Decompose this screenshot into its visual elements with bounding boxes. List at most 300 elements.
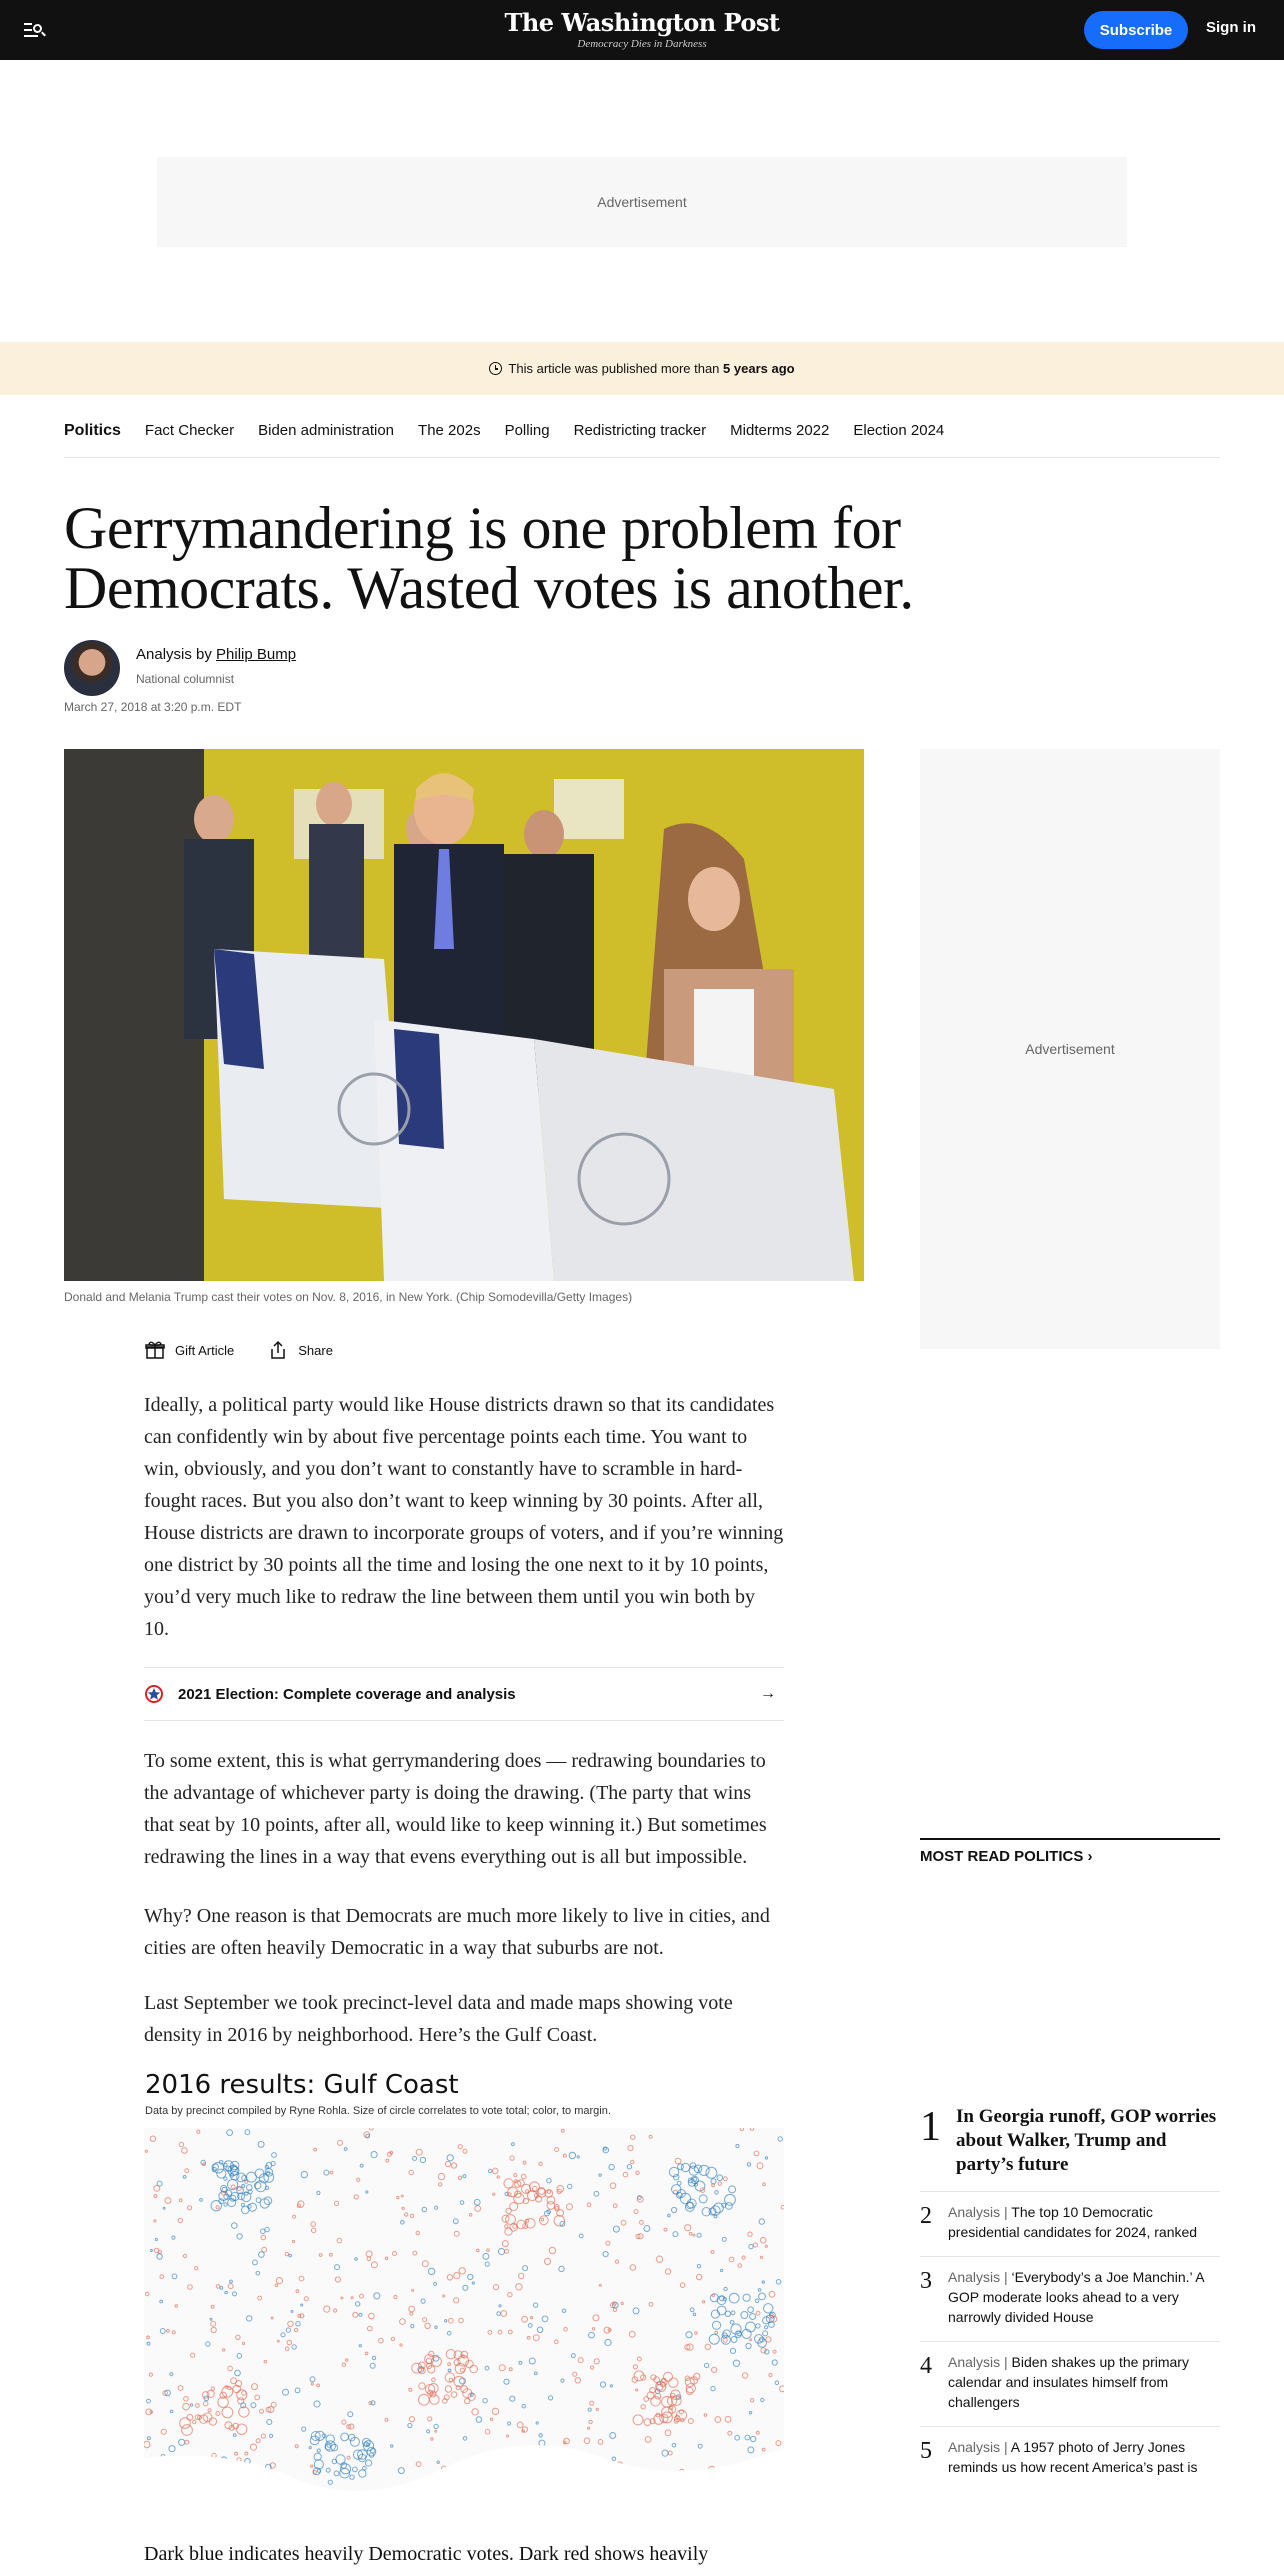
- precinct-dot: [365, 2352, 368, 2355]
- precinct-dot: [216, 2412, 220, 2416]
- precinct-dot: [575, 2378, 580, 2383]
- precinct-dot: [283, 2389, 289, 2395]
- nav-item-midterms-2022[interactable]: Midterms 2022: [730, 422, 830, 439]
- precinct-dot: [344, 2148, 347, 2151]
- precinct-dot: [672, 2185, 681, 2194]
- precinct-dot: [231, 2185, 235, 2189]
- subscribe-button[interactable]: Subscribe: [1084, 11, 1188, 49]
- precinct-dot: [410, 2214, 414, 2218]
- precinct-dot: [400, 2319, 406, 2325]
- precinct-dot: [447, 2275, 452, 2280]
- precinct-dot: [277, 2340, 279, 2342]
- precinct-dot: [264, 2197, 272, 2205]
- precinct-dot: [521, 2174, 526, 2179]
- precinct-dot: [609, 2164, 614, 2169]
- precinct-dot: [154, 2248, 158, 2252]
- precinct-dot: [422, 2261, 428, 2267]
- precinct-dot: [662, 2397, 673, 2408]
- precinct-dot: [144, 2441, 150, 2447]
- precinct-dot: [754, 2151, 759, 2156]
- precinct-dot: [345, 2359, 348, 2362]
- precinct-dot: [706, 2167, 717, 2178]
- precinct-dot: [577, 2156, 579, 2158]
- coverage-link[interactable]: [144, 1667, 784, 1721]
- publish-date: March 27, 2018 at 3:20 p.m. EDT: [64, 700, 242, 714]
- most-read-item-3[interactable]: 3 Analysis | ‘Everybody’s a Joe Manchin.’ A GOP moderate looks ahead to a very narrowly divided House: [920, 2257, 1220, 2342]
- precinct-dot: [547, 2202, 555, 2210]
- precinct-dot: [746, 2322, 756, 2332]
- precinct-dot: [492, 2168, 498, 2174]
- precinct-dot: [488, 2331, 492, 2335]
- precinct-dot: [748, 2447, 754, 2453]
- precinct-dot: [669, 2378, 678, 2387]
- precinct-dot: [718, 2182, 722, 2186]
- precinct-dot: [560, 2222, 565, 2227]
- precinct-dot: [232, 2223, 238, 2229]
- precinct-dot: [776, 2441, 781, 2446]
- precinct-dot: [568, 2184, 572, 2188]
- precinct-dot: [236, 2335, 240, 2339]
- precinct-dot: [211, 2321, 216, 2326]
- precinct-dot: [309, 2447, 311, 2449]
- precinct-dot: [746, 2343, 751, 2348]
- article-age-banner: This article was published more than 5 years ago: [0, 342, 1284, 395]
- precinct-dot: [311, 2465, 313, 2467]
- article-paragraph-3: Why? One reason is that Democrats are much more likely to live in cities, and cities are often heavily Democratic in a way that suburbs are not.: [144, 1905, 770, 1959]
- precinct-dot: [528, 2324, 532, 2328]
- precinct-dot: [451, 2392, 457, 2398]
- gift-article-button[interactable]: [145, 1340, 234, 1360]
- precinct-dot: [672, 2443, 676, 2447]
- precinct-dot: [237, 2234, 242, 2239]
- precinct-dot: [637, 2357, 641, 2361]
- most-read-item-1[interactable]: 1 In Georgia runoff, GOP worries about Walker, Trump and party’s future: [920, 2095, 1220, 2192]
- precinct-dot: [363, 2466, 367, 2470]
- precinct-dot: [664, 2372, 673, 2381]
- nav-item-the-202s[interactable]: The 202s: [418, 422, 481, 439]
- precinct-dot: [559, 2266, 564, 2271]
- precinct-dot: [599, 2284, 601, 2286]
- precinct-dot: [258, 2296, 262, 2300]
- precinct-dot: [499, 2365, 505, 2371]
- precinct-dot: [338, 2140, 343, 2145]
- precinct-dot: [412, 2289, 414, 2291]
- most-read-item-4[interactable]: 4 Analysis | Biden shakes up the primary calendar and insulates himself from challengers: [920, 2342, 1220, 2427]
- headline: Gerrymandering is one problem for Democrats. Wasted votes is another.: [64, 495, 914, 621]
- precinct-dot: [698, 2444, 702, 2448]
- precinct-dot: [623, 2172, 628, 2177]
- precinct-dot: [460, 2201, 464, 2205]
- precinct-dot: [733, 2360, 739, 2366]
- article-paragraph-4: Last September we took precinct-level data and made maps showing vote density in 2016 by neighborhood. Here’s the Gulf Coast.: [144, 1992, 733, 2046]
- precinct-dot: [549, 2247, 555, 2253]
- precinct-dot: [510, 2396, 515, 2401]
- precinct-dot: [714, 2215, 717, 2218]
- section-nav: [64, 404, 1220, 458]
- precinct-dot: [497, 2176, 499, 2178]
- precinct-dot: [681, 2163, 689, 2171]
- precinct-dot: [621, 2302, 623, 2304]
- precinct-dot: [301, 2171, 307, 2177]
- precinct-dot: [203, 2163, 206, 2166]
- precinct-dot: [695, 2332, 698, 2335]
- precinct-dot: [356, 2302, 360, 2306]
- precinct-dot: [317, 2449, 320, 2452]
- precinct-dot: [492, 2408, 498, 2414]
- hero-photo-illustration: [64, 749, 864, 1281]
- precinct-dot: [448, 2369, 451, 2372]
- precinct-dot: [448, 2363, 451, 2366]
- precinct-dot: [505, 2249, 509, 2253]
- precinct-dot: [721, 2269, 723, 2271]
- precinct-dot: [242, 2391, 246, 2395]
- precinct-dot: [530, 2317, 532, 2319]
- most-read-heading[interactable]: MOST READ POLITICS ›: [920, 1848, 1093, 1865]
- precinct-dot: [155, 2238, 157, 2240]
- precinct-dot: [472, 2409, 478, 2415]
- precinct-dot: [453, 2219, 458, 2224]
- precinct-dot: [449, 2318, 454, 2323]
- precinct-dot: [245, 2130, 250, 2135]
- precinct-dot: [408, 2423, 412, 2427]
- nav-item-redistricting-tracker[interactable]: Redistricting tracker: [573, 422, 707, 439]
- precinct-dot: [730, 2348, 735, 2353]
- top-bar: [0, 0, 1284, 60]
- precinct-dot: [596, 2408, 598, 2410]
- precinct-dot: [435, 2206, 438, 2209]
- precinct-dot: [191, 2353, 195, 2357]
- precinct-dot: [334, 2471, 339, 2476]
- precinct-dot: [508, 2293, 512, 2297]
- precinct-dot: [579, 2234, 583, 2238]
- precinct-dot: [769, 2373, 772, 2376]
- precinct-dot: [636, 2171, 639, 2174]
- precinct-dot: [202, 2392, 209, 2399]
- precinct-dot: [506, 2208, 511, 2213]
- precinct-dot: [527, 2336, 530, 2339]
- precinct-dot: [355, 2258, 358, 2261]
- precinct-dot: [750, 2339, 752, 2341]
- precinct-dot: [179, 2142, 183, 2146]
- precinct-dot: [714, 2203, 724, 2213]
- precinct-dot: [476, 2417, 482, 2423]
- precinct-dot: [541, 2218, 544, 2221]
- precinct-dot: [697, 2265, 700, 2268]
- precinct-dot: [689, 2232, 692, 2235]
- precinct-dot: [366, 2251, 372, 2257]
- precinct-dot: [519, 2273, 524, 2278]
- precinct-dot: [172, 2236, 175, 2239]
- precinct-dot: [715, 2417, 721, 2423]
- precinct-dot: [419, 2394, 430, 2405]
- precinct-dot: [330, 2253, 333, 2256]
- author-avatar[interactable]: [64, 640, 120, 696]
- precinct-dot: [673, 2232, 678, 2237]
- precinct-dot: [644, 2397, 649, 2402]
- precinct-dot: [765, 2157, 767, 2159]
- precinct-dot: [294, 2328, 297, 2331]
- precinct-dot: [537, 2327, 543, 2333]
- precinct-dot: [507, 2435, 509, 2437]
- precinct-dot: [587, 2203, 591, 2207]
- precinct-dot: [209, 2418, 216, 2425]
- precinct-dot: [697, 2274, 702, 2279]
- precinct-dot: [591, 2366, 594, 2369]
- precinct-dot: [409, 2388, 412, 2391]
- precinct-dot: [621, 2220, 626, 2225]
- precinct-dot: [512, 2143, 515, 2146]
- precinct-dot: [758, 2289, 761, 2292]
- ad-sidebar[interactable]: Advertisement: [920, 749, 1220, 1349]
- precinct-dot: [704, 2414, 707, 2417]
- precinct-dot: [749, 2412, 751, 2414]
- precinct-dot: [169, 2446, 175, 2452]
- precinct-dot: [368, 2326, 373, 2331]
- precinct-dot: [157, 2254, 162, 2259]
- precinct-dot: [434, 2282, 437, 2285]
- precinct-dot: [228, 2366, 233, 2371]
- precinct-dot: [458, 2145, 462, 2149]
- photo-caption: Donald and Melania Trump cast their votes on Nov. 8, 2016, in New York. (Chip Somodevilla/Getty Images): [64, 1290, 633, 1304]
- precinct-dot: [369, 2313, 375, 2319]
- precinct-dot: [443, 2295, 445, 2297]
- precinct-dot: [445, 2320, 447, 2322]
- precinct-dot: [256, 2439, 260, 2443]
- precinct-dot: [276, 2278, 282, 2284]
- precinct-dot: [738, 2264, 742, 2268]
- hero-photo[interactable]: [64, 749, 864, 1281]
- precinct-dot: [317, 2384, 320, 2387]
- precinct-dot: [416, 2462, 421, 2467]
- precinct-dot: [324, 2306, 330, 2312]
- ad-banner-top[interactable]: Advertisement: [157, 157, 1127, 247]
- most-read-item-2[interactable]: 2 Analysis | The top 10 Democratic presidential candidates for 2024, ranked: [920, 2192, 1220, 2257]
- precinct-dot: [247, 2316, 252, 2321]
- precinct-dot: [760, 2256, 762, 2258]
- precinct-dot: [350, 2475, 354, 2479]
- precinct-dot: [731, 2324, 741, 2334]
- precinct-dot: [429, 2351, 434, 2356]
- most-read-item-5[interactable]: 5 Analysis | A 1957 photo of Jerry Jones reminds us how recent America’s past is: [920, 2438, 1198, 2475]
- precinct-dot: [183, 2254, 186, 2257]
- precinct-dot: [270, 2434, 273, 2437]
- precinct-dot: [275, 2284, 278, 2287]
- precinct-dot: [756, 2431, 759, 2434]
- precinct-dot: [253, 2260, 258, 2265]
- precinct-dot: [636, 2389, 638, 2391]
- precinct-dot: [705, 2363, 709, 2367]
- precinct-dot: [428, 2417, 432, 2421]
- site-logo[interactable]: The Washington Post Democracy Dies in Darkness: [0, 8, 1284, 50]
- precinct-dot: [262, 2247, 267, 2252]
- precinct-dot: [490, 2418, 492, 2420]
- precinct-dot: [423, 2318, 427, 2322]
- most-read-rule: [920, 1838, 1220, 1840]
- precinct-dot: [533, 2186, 538, 2191]
- clock-icon: [489, 362, 502, 375]
- precinct-dot: [516, 2284, 522, 2290]
- precinct-dot: [505, 2228, 512, 2235]
- precinct-dot: [756, 2311, 760, 2315]
- precinct-dot: [369, 2453, 373, 2457]
- precinct-dot: [747, 2163, 750, 2166]
- precinct-dot: [314, 2401, 320, 2407]
- precinct-dot: [513, 2225, 517, 2229]
- precinct-dot: [351, 2297, 353, 2299]
- precinct-dot: [573, 2372, 577, 2376]
- precinct-dot: [742, 2329, 751, 2338]
- precinct-dot: [371, 2152, 377, 2158]
- precinct-dot: [304, 2297, 308, 2301]
- precinct-dot: [147, 2437, 150, 2440]
- precinct-dot: [402, 2207, 404, 2209]
- precinct-dot: [200, 2199, 203, 2202]
- precinct-dot: [147, 2342, 150, 2345]
- precinct-dot: [370, 2128, 374, 2130]
- precinct-dot: [780, 2386, 784, 2392]
- precinct-dot: [370, 2363, 375, 2368]
- sign-in-link[interactable]: Sign in: [1206, 19, 1256, 36]
- precinct-dot: [185, 2169, 189, 2173]
- precinct-dot: [547, 2190, 550, 2193]
- precinct-dot: [578, 2358, 583, 2363]
- precinct-dot: [584, 2438, 590, 2444]
- precinct-dot: [697, 2233, 701, 2237]
- precinct-dot: [523, 2161, 526, 2164]
- precinct-dot: [749, 2244, 753, 2248]
- precinct-dot: [311, 2383, 313, 2385]
- precinct-dot: [729, 2257, 734, 2262]
- precinct-dot: [664, 2228, 667, 2231]
- precinct-dot: [769, 2291, 775, 2297]
- precinct-dot: [497, 2312, 501, 2316]
- precinct-dot: [548, 2396, 552, 2400]
- nav-item-polling[interactable]: Polling: [504, 422, 550, 439]
- precinct-dot: [627, 2165, 631, 2169]
- gulf-coast-vote-map[interactable]: [144, 2128, 784, 2512]
- precinct-dot: [498, 2330, 502, 2334]
- nav-item-election-2024[interactable]: Election 2024: [853, 422, 945, 439]
- precinct-dot: [743, 2294, 750, 2301]
- precinct-dot: [468, 2274, 473, 2279]
- precinct-dot: [342, 2363, 345, 2366]
- precinct-dot: [165, 2198, 171, 2204]
- precinct-dot: [371, 2262, 377, 2268]
- share-button[interactable]: [268, 1340, 333, 1360]
- precinct-dot: [613, 2308, 616, 2311]
- precinct-dot: [413, 2251, 417, 2255]
- article-paragraph-5: Dark blue indicates heavily Democratic votes. Dark red shows heavily: [144, 2543, 709, 2565]
- precinct-dot: [505, 2225, 508, 2228]
- precinct-dot: [292, 2240, 294, 2242]
- precinct-dot: [640, 2221, 644, 2225]
- precinct-dot: [748, 2307, 754, 2313]
- section-title[interactable]: Politics: [64, 421, 121, 439]
- precinct-dot: [533, 2335, 539, 2341]
- precinct-dot: [237, 2354, 242, 2359]
- precinct-dot: [330, 2171, 333, 2174]
- precinct-dot: [745, 2435, 750, 2440]
- precinct-dot: [594, 2191, 599, 2196]
- precinct-dot: [555, 2340, 559, 2344]
- precinct-dot: [227, 2130, 233, 2136]
- precinct-dot: [179, 2439, 185, 2445]
- precinct-dot: [759, 2219, 764, 2224]
- precinct-dot: [547, 2179, 551, 2183]
- precinct-dot: [235, 2452, 238, 2455]
- precinct-dot: [184, 2397, 189, 2402]
- precinct-dot: [353, 2467, 358, 2472]
- share-icon: [268, 1340, 288, 1360]
- nav-item-fact-checker[interactable]: Fact Checker: [144, 422, 235, 439]
- nav-item-biden-administration[interactable]: Biden administration: [258, 422, 395, 439]
- precinct-dot: [250, 2444, 256, 2450]
- precinct-dot: [196, 2404, 200, 2408]
- precinct-dot: [662, 2450, 668, 2456]
- precinct-dot: [208, 2409, 211, 2412]
- precinct-dot: [748, 2232, 752, 2236]
- precinct-dot: [750, 2128, 753, 2130]
- precinct-dot: [628, 2146, 633, 2151]
- precinct-dot: [359, 2313, 362, 2316]
- precinct-dot: [245, 2452, 248, 2455]
- precinct-dot: [557, 2186, 564, 2193]
- precinct-dot: [722, 2237, 726, 2241]
- precinct-dot: [175, 2305, 178, 2308]
- precinct-dot: [326, 2435, 334, 2443]
- precinct-dot: [289, 2254, 292, 2257]
- author-link[interactable]: Philip Bump: [216, 646, 297, 663]
- precinct-dot: [317, 2191, 320, 2194]
- precinct-dot: [359, 2345, 361, 2347]
- precinct-dot: [702, 2301, 704, 2303]
- precinct-dot: [488, 2169, 491, 2172]
- precinct-dot: [750, 2314, 756, 2320]
- precinct-dot: [755, 2299, 759, 2303]
- precinct-dot: [422, 2207, 427, 2212]
- precinct-dot: [342, 2420, 346, 2424]
- precinct-dot: [539, 2434, 542, 2437]
- tagline: Democracy Dies in Darkness: [577, 38, 707, 50]
- precinct-dot: [633, 2415, 643, 2425]
- graphic-subtitle: Data by precinct compiled by Ryne Rohla. Size of circle correlates to vote total; color, to margin.: [145, 2105, 611, 2117]
- precinct-dot: [460, 2368, 464, 2372]
- precinct-dot: [761, 2398, 764, 2401]
- precinct-dot: [740, 2128, 743, 2131]
- precinct-dot: [742, 2256, 745, 2259]
- precinct-dot: [154, 2220, 156, 2222]
- precinct-dot: [324, 2170, 329, 2175]
- precinct-dot: [523, 2266, 528, 2271]
- precinct-dot: [554, 2216, 564, 2226]
- gift-article-label: Gift Article: [175, 1342, 235, 1358]
- precinct-dot: [195, 2267, 198, 2270]
- precinct-dot: [750, 2399, 753, 2402]
- precinct-dot: [598, 2440, 603, 2445]
- precinct-dot: [292, 2345, 296, 2349]
- precinct-dot: [261, 2434, 265, 2438]
- precinct-dot: [763, 2183, 766, 2186]
- precinct-dot: [405, 2213, 408, 2216]
- precinct-dot: [474, 2199, 480, 2205]
- precinct-dot: [237, 2173, 246, 2182]
- precinct-dot: [522, 2405, 525, 2408]
- precinct-dot: [170, 2410, 173, 2413]
- precinct-dot: [736, 2144, 739, 2147]
- precinct-dot: [459, 2318, 464, 2323]
- precinct-dot: [517, 2422, 523, 2428]
- precinct-dot: [693, 2313, 696, 2316]
